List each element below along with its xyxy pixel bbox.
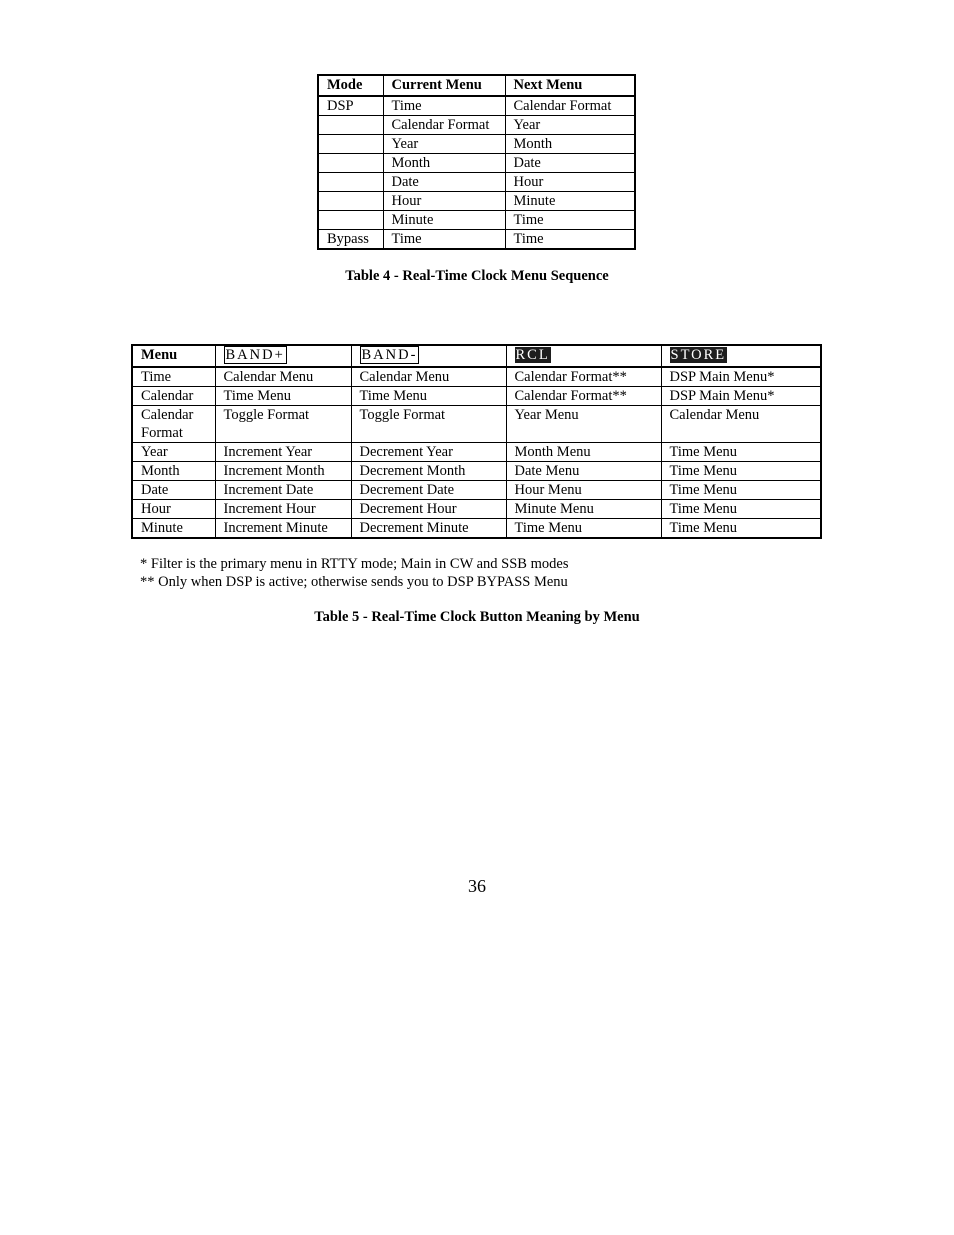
cell-band-plus: Time Menu bbox=[215, 387, 351, 406]
header-band-plus bbox=[215, 345, 351, 367]
cell-band-minus: Time Menu bbox=[351, 387, 506, 406]
cell-band-plus: Increment Year bbox=[215, 443, 351, 462]
cell-band-minus: Decrement Year bbox=[351, 443, 506, 462]
cell-menu: Year bbox=[132, 443, 215, 462]
table-row bbox=[318, 96, 635, 116]
cell-rcl: Time Menu bbox=[506, 519, 661, 539]
table-row bbox=[318, 230, 635, 250]
cell-current-menu: Time bbox=[383, 96, 505, 116]
cell-menu: Hour bbox=[132, 500, 215, 519]
cell-next-menu: Time bbox=[505, 230, 635, 250]
cell-current-menu: Hour bbox=[383, 192, 505, 211]
table-header-row bbox=[318, 75, 635, 96]
table-row bbox=[318, 192, 635, 211]
cell-menu: Calendar Format bbox=[132, 406, 215, 443]
cell-rcl: Date Menu bbox=[506, 462, 661, 481]
cell-current-menu: Minute bbox=[383, 211, 505, 230]
menu-sequence-table bbox=[317, 74, 636, 250]
cell-band-plus: Increment Minute bbox=[215, 519, 351, 539]
table5-caption: Table 5 - Real-Time Clock Button Meaning by Menu bbox=[314, 609, 640, 625]
button-meaning-table bbox=[131, 344, 822, 539]
cell-band-plus: Toggle Format bbox=[215, 406, 351, 443]
header-band-minus bbox=[351, 345, 506, 367]
table-row bbox=[132, 387, 821, 406]
cell-next-menu: Date bbox=[505, 154, 635, 173]
cell-store: Calendar Menu bbox=[661, 406, 821, 443]
cell-next-menu: Calendar Format bbox=[505, 96, 635, 116]
cell-mode bbox=[318, 154, 383, 173]
header-mode: Mode bbox=[318, 75, 383, 96]
cell-menu: Date bbox=[132, 481, 215, 500]
cell-band-minus: Toggle Format bbox=[351, 406, 506, 443]
cell-next-menu: Year bbox=[505, 116, 635, 135]
header-rcl bbox=[506, 345, 661, 367]
cell-band-minus: Decrement Date bbox=[351, 481, 506, 500]
cell-mode: Bypass bbox=[318, 230, 383, 250]
cell-store: Time Menu bbox=[661, 462, 821, 481]
table-header-row bbox=[132, 345, 821, 367]
cell-mode bbox=[318, 135, 383, 154]
cell-store: Time Menu bbox=[661, 481, 821, 500]
cell-band-minus: Calendar Menu bbox=[351, 367, 506, 387]
header-store bbox=[661, 345, 821, 367]
header-next-menu: Next Menu bbox=[505, 75, 635, 96]
cell-band-plus: Calendar Menu bbox=[215, 367, 351, 387]
table-row bbox=[318, 211, 635, 230]
table-row bbox=[132, 519, 821, 539]
cell-store: DSP Main Menu* bbox=[661, 387, 821, 406]
cell-rcl: Hour Menu bbox=[506, 481, 661, 500]
table-row bbox=[132, 481, 821, 500]
band-minus-key-label: BAND- bbox=[361, 347, 418, 363]
cell-menu: Time bbox=[132, 367, 215, 387]
cell-current-menu: Calendar Format bbox=[383, 116, 505, 135]
cell-band-plus: Increment Month bbox=[215, 462, 351, 481]
cell-mode bbox=[318, 211, 383, 230]
store-key-label: STORE bbox=[670, 347, 727, 363]
cell-next-menu: Minute bbox=[505, 192, 635, 211]
page-number: 36 bbox=[468, 876, 486, 896]
table4-caption: Table 4 - Real-Time Clock Menu Sequence bbox=[345, 268, 609, 284]
cell-rcl: Calendar Format** bbox=[506, 387, 661, 406]
table-row bbox=[132, 443, 821, 462]
cell-next-menu: Hour bbox=[505, 173, 635, 192]
table-row bbox=[318, 173, 635, 192]
cell-store: Time Menu bbox=[661, 443, 821, 462]
table-row bbox=[132, 500, 821, 519]
header-current-menu: Current Menu bbox=[383, 75, 505, 96]
table-row bbox=[132, 462, 821, 481]
table-row bbox=[318, 116, 635, 135]
cell-menu: Calendar bbox=[132, 387, 215, 406]
table-row bbox=[318, 135, 635, 154]
cell-band-plus: Increment Date bbox=[215, 481, 351, 500]
cell-band-minus: Decrement Minute bbox=[351, 519, 506, 539]
cell-menu: Minute bbox=[132, 519, 215, 539]
footnote-double-star: ** Only when DSP is active; otherwise sends you to DSP BYPASS Menu bbox=[140, 574, 568, 590]
cell-rcl: Minute Menu bbox=[506, 500, 661, 519]
table-row bbox=[318, 154, 635, 173]
cell-rcl: Calendar Format** bbox=[506, 367, 661, 387]
cell-current-menu: Date bbox=[383, 173, 505, 192]
table-row bbox=[132, 367, 821, 387]
footnote-single-star: * Filter is the primary menu in RTTY mode; Main in CW and SSB modes bbox=[140, 556, 569, 572]
cell-next-menu: Month bbox=[505, 135, 635, 154]
cell-mode bbox=[318, 116, 383, 135]
cell-current-menu: Time bbox=[383, 230, 505, 250]
cell-menu: Month bbox=[132, 462, 215, 481]
cell-store: Time Menu bbox=[661, 519, 821, 539]
cell-band-plus: Increment Hour bbox=[215, 500, 351, 519]
cell-next-menu: Time bbox=[505, 211, 635, 230]
cell-store: DSP Main Menu* bbox=[661, 367, 821, 387]
band-plus-key-label: BAND+ bbox=[225, 347, 285, 363]
cell-current-menu: Month bbox=[383, 154, 505, 173]
cell-current-menu: Year bbox=[383, 135, 505, 154]
cell-band-minus: Decrement Hour bbox=[351, 500, 506, 519]
table-row bbox=[132, 406, 821, 443]
cell-mode bbox=[318, 192, 383, 211]
cell-mode bbox=[318, 173, 383, 192]
cell-rcl: Year Menu bbox=[506, 406, 661, 443]
rcl-key-label: RCL bbox=[515, 347, 550, 363]
cell-mode: DSP bbox=[318, 96, 383, 116]
cell-band-minus: Decrement Month bbox=[351, 462, 506, 481]
cell-store: Time Menu bbox=[661, 500, 821, 519]
cell-rcl: Month Menu bbox=[506, 443, 661, 462]
header-menu: Menu bbox=[132, 345, 215, 367]
